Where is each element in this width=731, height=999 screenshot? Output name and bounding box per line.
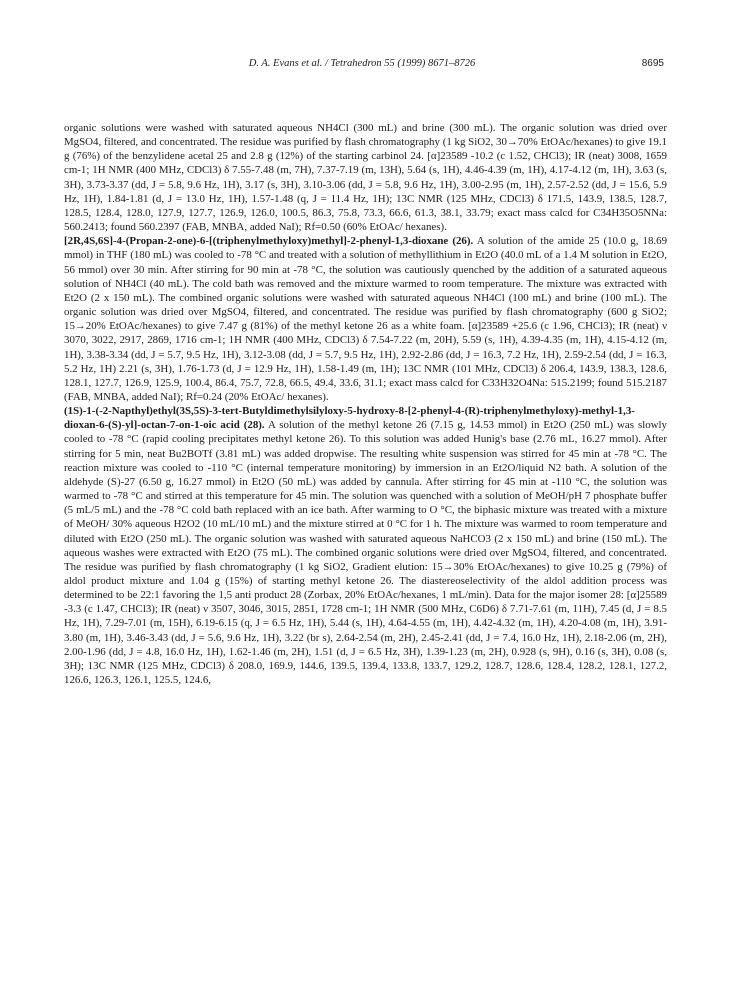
body-text bbox=[64, 121, 667, 687]
paragraph-2 bbox=[64, 234, 667, 404]
running-title: D. A. Evans et al. / Tetrahedron 55 (1999) 8671–8726 bbox=[248, 58, 476, 69]
paragraph-3-heading: (1S)-1-(-2-Napthyl)ethyl(3S,5S)-3-tert-Butyldimethylsilyloxy-5-hydroxy-8-[2-phenyl-4-(R)-triphenylmethyloxy)-methyl-1,3-dioxan-6-(S)-yl]-octan-7-on-1-oic acid (28). bbox=[64, 405, 635, 432]
page-number: 8695 bbox=[641, 58, 664, 69]
paragraph-1: organic solutions were washed with saturated aqueous NH4Cl (300 mL) and brine (300 mL). The organic solution was dried over MgSO4, filtered, and concentrated. The residue was purified by flash chromatography (1 kg SiO2, 30→70% EtOAc/hexanes) to give 19.1 g (76%) of the benzylidene acetal 25 and 2.8 g (12%) of the starting carbinol 24. [α]23589 -10.2 (c 1.52, CHCl3); IR (neat) 3008, 1659 cm-1; 1H NMR (400 MHz, CDCl3) δ 7.55-7.48 (m, 7H), 7.37-7.19 (m, 13H), 5.64 (s, 1H), 4.46-4.39 (m, 1H), 4.17-4.12 (m, 1H), 3.63 (s, 3H), 3.73-3.37 (dd, J = 5.8, 9.6 Hz, 1H), 3.17 (s, 3H), 3.10-3.06 (dd, J = 5.8, 9.6 Hz, 1H), 3.00-2.95 (m, 1H), 2.57-2.52 (dd, J = 15.6, 5.9 Hz, 1H), 1.84-1.81 (d, J = 13.0 Hz, 1H), 1.57-1.48 (q, J = 11.4 Hz, 1H); 13C NMR (125 MHz, CDCl3) δ 171.5, 143.9, 138.5, 128.7, 128.5, 128.4, 128.0, 127.9, 127.7, 126.9, 126.0, 100.5, 86.3, 75.8, 73.3, 66.6, 61.3, 38.1, 33.79; exact mass calcd for C34H35O5NNa: 560.2413; found 560.2397 (FAB, MNBA, added NaI); Rf=0.50 (60% EtOAc/ hexanes). bbox=[64, 122, 667, 234]
paragraph-3-text: A solution of the methyl ketone 26 (7.15 g, 14.53 mmol) in Et2O (250 mL) was slowly cooled to -78 °C (rapid cooling precipitates methyl ketone 26). To this solution was added Hunig's base (2.76 mL, 16.27 mmol). After stirring for 5 min, neat Bu2BOTf (3.81 mL) was added dropwise. The resulting white suspension was stirred for 45 min at -78 °C. The reaction mixture was cooled to -110 °C (internal temperature monitoring) by immersion in an Et2O/liquid N2 bath. A solution of the aldehyde (S)-27 (6.50 g, 16.27 mmol) in Et2O (50 mL) was added by cannula. After stirring for 45 min at -110 °C, the solution was warmed to -78 °C and stirred at this temperature for 45 min. The solution was quenched with a solution of MeOH/pH 7 phosphate buffer (5 mL/5 mL) and the -78 °C cold bath replaced with an ice bath. After warming to O °C, the biphasic mixture was treated with a mixture of MeOH/ 30% aqueous H2O2 (10 mL/10 mL) and the mixture stirred at 0 °C for 1 h. The mixture was warmed to room temperature and diluted with Et2O (250 mL). The organic solution was washed with saturated aqueous NaHCO3 (2 x 150 mL) and brine (150 mL). The aqueous washes were extracted with Et2O (75 mL). The combined organic solutions were dried over MgSO4, filtered, and concentrated. The residue was purified by flash chromatography (1 kg SiO2, Gradient elution: 15→30% EtOAc/hexanes) to give 10.25 g (79%) of aldol product mixture and 1.04 g (15%) of starting methyl ketone 26. The diastereoselectivity of the aldol addition process was determined to be 22:1 favoring the 1,5 anti product 28 (Zorbax, 20% EtOAc/hexanes, 1 mL/min). Data for the major isomer 28: [α]25589 -3.3 (c 1.47, CHCl3); IR (neat) ν 3507, 3046, 3015, 2851, 1728 cm-1; 1H NMR (500 MHz, C6D6) δ 7.71-7.61 (m, 11H), 7.45 (d, J = 8.5 Hz, 1H), 7.29-7.01 (m, 15H), 6.19-6.15 (q, J = 6.5 Hz, 1H), 5.44 (s, 1H), 4.64-4.55 (m, 1H), 4.42-4.32 (m, 1H), 4.20-4.08 (m, 1H), 3.91-3.80 (m, 1H), 3.46-3.43 (dd, J = 5.6, 9.6 Hz, 1H), 3.22 (br s), 2.64-2.54 (m, 2H), 2.45-2.41 (dd, J = 7.4, 16.0 Hz, 1H), 2.18-2.06 (m, 2H), 2.00-1.96 (dd, J = 4.8, 16.0 Hz, 1H), 1.62-1.46 (m, 2H), 1.51 (d, J = 6.5 Hz, 3H), 1.39-1.23 (m, 2H), 0.928 (s, 9H), 0.16 (s, 3H), 0.08 (s, 3H); 13C NMR (125 MHz, CDCl3) δ 208.0, 169.9, 144.6, 139.5, 139.4, 133.8, 133.7, 129.2, 128.7, 128.6, 128.4, 128.2, 128.1, 127.2, 126.6, 126.3, 126.1, 125.5, 124.6, bbox=[64, 419, 668, 687]
paragraph-2-text: A solution of the amide 25 (10.0 g, 18.69 mmol) in THF (180 mL) was cooled to -78 °C and treated with a solution of methyllithium in Et2O (40.0 mL of a 1.4 M solution in Et2O, 56 mmol) over 30 min. After stirring for 90 min at -78 °C, the solution was cautiously quenched by the addition of a saturated aqueous solution of NH4Cl (40 mL). The cold bath was removed and the mixture warmed to room temperature. The mixture was extracted with Et2O (2 x 150 mL). The combined organic solutions were washed with saturated aqueous NH4Cl (100 mL) and brine (100 mL). The organic solution was dried over MgSO4, filtered, and concentrated. The residue was purified by flash chromatography (600 g SiO2; 15→20% EtOAc/hexanes) to give 7.47 g (81%) of the methyl ketone 26 as a white foam. [α]23589 +25.6 (c 1.96, CHCl3); IR (neat) ν 3070, 3022, 2917, 2869, 1716 cm-1; 1H NMR (400 MHz, CDCl3) δ 7.54-7.22 (m, 20H), 5.59 (s, 1H), 4.39-4.35 (m, 1H), 4.15-4.12 (m, 1H), 3.38-3.34 (dd, J = 5.7, 9.5 Hz, 1H), 3.12-3.08 (dd, J = 5.7, 9.5 Hz, 1H), 2.92-2.86 (dd, J = 16.3, 7.2 Hz, 1H), 2.59-2.54 (dd, J = 16.3, 5.2 Hz, 1H) 2.21 (s, 3H), 1.76-1.73 (d, J = 12.9 Hz, 1H), 1.58-1.49 (m, 1H); 13C NMR (101 MHz, CDCl3) δ 206.4, 143.9, 138.3, 128.6, 128.1, 127.7, 126.9, 125.9, 100.4, 86.4, 75.7, 72.8, 66.5, 49.4, 33.6, 31.1; exact mass calcd for C33H32O4Na: 515.2199; found 515.2187 (FAB, MNBA, added NaI); Rf=0.24 (20% EtOAc/ hexanes). bbox=[64, 235, 668, 403]
paragraph-2-heading: [2R,4S,6S]-4-(Propan-2-one)-6-[(triphenylmethyloxy)methyl]-2-phenyl-1,3-dioxane (26). bbox=[64, 235, 474, 248]
paragraph-3 bbox=[64, 404, 667, 687]
